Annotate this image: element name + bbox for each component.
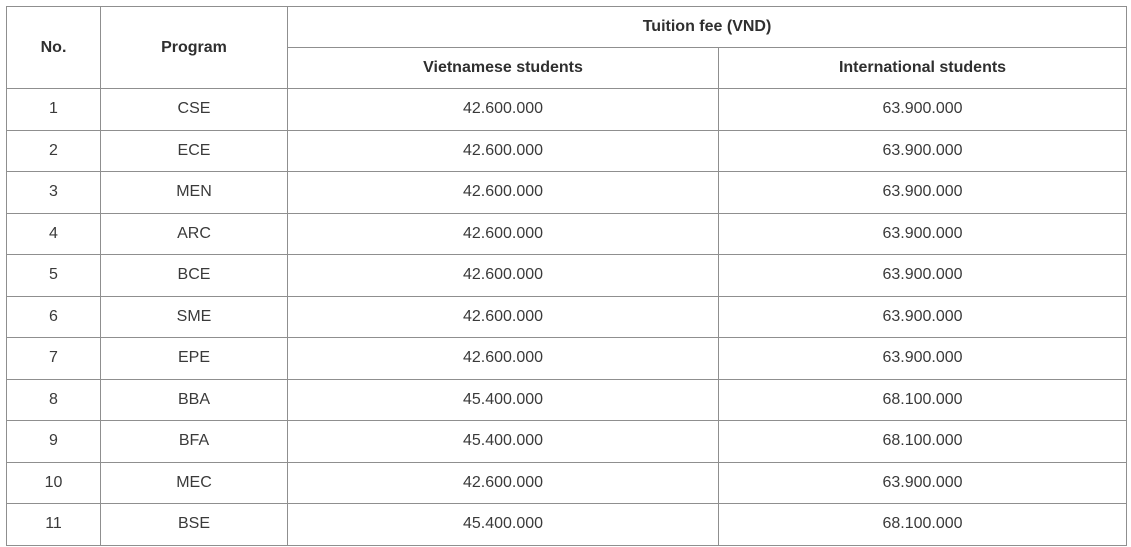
cell-international-fee: 63.900.000	[719, 213, 1127, 255]
cell-program: EPE	[101, 338, 288, 380]
cell-international-fee: 68.100.000	[719, 504, 1127, 546]
cell-vietnamese-fee: 45.400.000	[288, 421, 719, 463]
cell-international-fee: 63.900.000	[719, 89, 1127, 131]
cell-vietnamese-fee: 42.600.000	[288, 172, 719, 214]
table-row	[7, 421, 1127, 463]
table-row	[7, 89, 1127, 131]
cell-no: 2	[7, 130, 101, 172]
cell-no: 9	[7, 421, 101, 463]
table-row	[7, 462, 1127, 504]
cell-program: SME	[101, 296, 288, 338]
cell-vietnamese-fee: 42.600.000	[288, 89, 719, 131]
cell-no: 8	[7, 379, 101, 421]
cell-no: 3	[7, 172, 101, 214]
table-header-row-1	[7, 7, 1127, 48]
cell-program: ECE	[101, 130, 288, 172]
cell-program: CSE	[101, 89, 288, 131]
table-row	[7, 130, 1127, 172]
table-row	[7, 504, 1127, 546]
cell-program: MEN	[101, 172, 288, 214]
cell-vietnamese-fee: 42.600.000	[288, 338, 719, 380]
cell-no: 7	[7, 338, 101, 380]
cell-program: BBA	[101, 379, 288, 421]
cell-international-fee: 68.100.000	[719, 421, 1127, 463]
cell-vietnamese-fee: 42.600.000	[288, 296, 719, 338]
table-row	[7, 172, 1127, 214]
cell-no: 10	[7, 462, 101, 504]
header-tuition-fee: Tuition fee (VND)	[288, 7, 1127, 48]
cell-no: 1	[7, 89, 101, 131]
cell-vietnamese-fee: 42.600.000	[288, 462, 719, 504]
header-vietnamese-students: Vietnamese students	[288, 48, 719, 89]
table-row	[7, 213, 1127, 255]
cell-vietnamese-fee: 42.600.000	[288, 130, 719, 172]
cell-international-fee: 63.900.000	[719, 338, 1127, 380]
cell-international-fee: 63.900.000	[719, 130, 1127, 172]
tuition-fee-table	[6, 6, 1127, 546]
cell-program: ARC	[101, 213, 288, 255]
cell-program: MEC	[101, 462, 288, 504]
cell-international-fee: 68.100.000	[719, 379, 1127, 421]
header-program: Program	[101, 7, 288, 89]
cell-international-fee: 63.900.000	[719, 462, 1127, 504]
table-row	[7, 379, 1127, 421]
header-international-students: International students	[719, 48, 1127, 89]
table-row	[7, 338, 1127, 380]
table-row	[7, 255, 1127, 297]
cell-international-fee: 63.900.000	[719, 172, 1127, 214]
cell-vietnamese-fee: 42.600.000	[288, 213, 719, 255]
cell-no: 5	[7, 255, 101, 297]
cell-international-fee: 63.900.000	[719, 255, 1127, 297]
cell-program: BCE	[101, 255, 288, 297]
cell-international-fee: 63.900.000	[719, 296, 1127, 338]
cell-program: BFA	[101, 421, 288, 463]
cell-vietnamese-fee: 45.400.000	[288, 504, 719, 546]
cell-vietnamese-fee: 42.600.000	[288, 255, 719, 297]
cell-program: BSE	[101, 504, 288, 546]
header-no: No.	[7, 7, 101, 89]
cell-vietnamese-fee: 45.400.000	[288, 379, 719, 421]
cell-no: 4	[7, 213, 101, 255]
table-row	[7, 296, 1127, 338]
cell-no: 11	[7, 504, 101, 546]
cell-no: 6	[7, 296, 101, 338]
tuition-table-container	[6, 6, 1125, 546]
